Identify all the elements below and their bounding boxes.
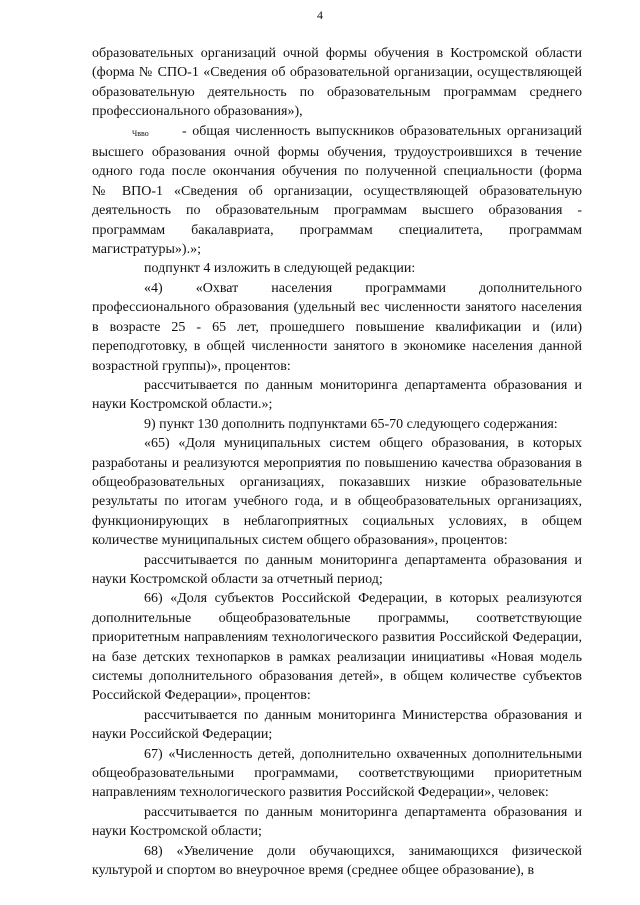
paragraph-8: рассчитывается по данным мониторинга департамента образования и науки Костромской области за отчетный период;	[92, 552, 582, 587]
paragraph-10: рассчитывается по данным мониторинга Министерства образования и науки Российской Федерации;	[92, 707, 582, 743]
paragraph-6: 9) пункт 130 дополнить подпунктами 65-70 следующего содержания:	[144, 416, 558, 432]
paragraph-9: 66) «Доля субъектов Российской Федерации, в которых реализуются дополнительные общеобразовательные программы, соответствующие приоритетным направлениям технологического развития Российской Федерации, на базе детских технопарков в рамках реализации инициативы «Новая модель системы дополнительного образования детей», в общем количестве субъектов Российской Федерации», процентов:	[92, 591, 582, 704]
document-body	[92, 44, 582, 880]
paragraph-2	[92, 122, 582, 260]
paragraph-3: подпункт 4 изложить в следующей редакции:	[144, 261, 416, 277]
paragraph-12: рассчитывается по данным мониторинга департамента образования и науки Костромской области;	[92, 804, 582, 840]
paragraph-7: «65) «Доля муниципальных систем общего образования, в которых разработаны и реализуются мероприятия по повышению качества образования в общеобразовательных организациях, показавших низкие образовательные результаты по итогам учебного года, и в общеобразовательных организациях, функционирующих в неблагоприятных социальных условиях, в общем количестве муниципальных систем общего образования», процентов:	[92, 436, 582, 549]
paragraph-13: 68) «Увеличение доли обучающихся, занимающихся физической культурой и спортом во внеурочное время (среднее общее образование), в	[92, 843, 582, 879]
variable-symbol: Чвво	[132, 128, 149, 138]
variable-definition: - общая численность выпускников образовательных организаций высшего образования очной формы обучения, трудоустроившихся в течение одного года после окончания обучения по полученной специальности (форма № ВПО-1 «Сведения об организации, осуществляющей образовательную деятельность по образовательным программам высшего образования - программам бакалавриата, программам специалитета, программам магистратуры»).»;	[92, 123, 582, 258]
paragraph-11: 67) «Численность детей, дополнительно охваченных дополнительными общеобразовательными программами, соответствующими приоритетным направлениям технологического развития Российской Федерации», человек:	[92, 746, 582, 801]
paragraph-5: рассчитывается по данным мониторинга департамента образования и науки Костромской области.»;	[92, 377, 582, 413]
page-number: 4	[317, 8, 323, 22]
paragraph-1: образовательных организаций очной формы обучения в Костромской области (форма № СПО-1 «Сведения об образовательной организации, осуществляющей образовательную деятельность по образовательным программам среднего профессионального образования»),	[92, 46, 582, 120]
paragraph-4: «4) «Охват населения программами дополнительного профессионального образования (удельный вес численности занятого населения в возрасте 25 - 65 лет, прошедшего повышение квалификации и (или) переподготовку, в общей численности занятого в экономике населения данной возрастной группы)», процентов:	[92, 280, 582, 374]
